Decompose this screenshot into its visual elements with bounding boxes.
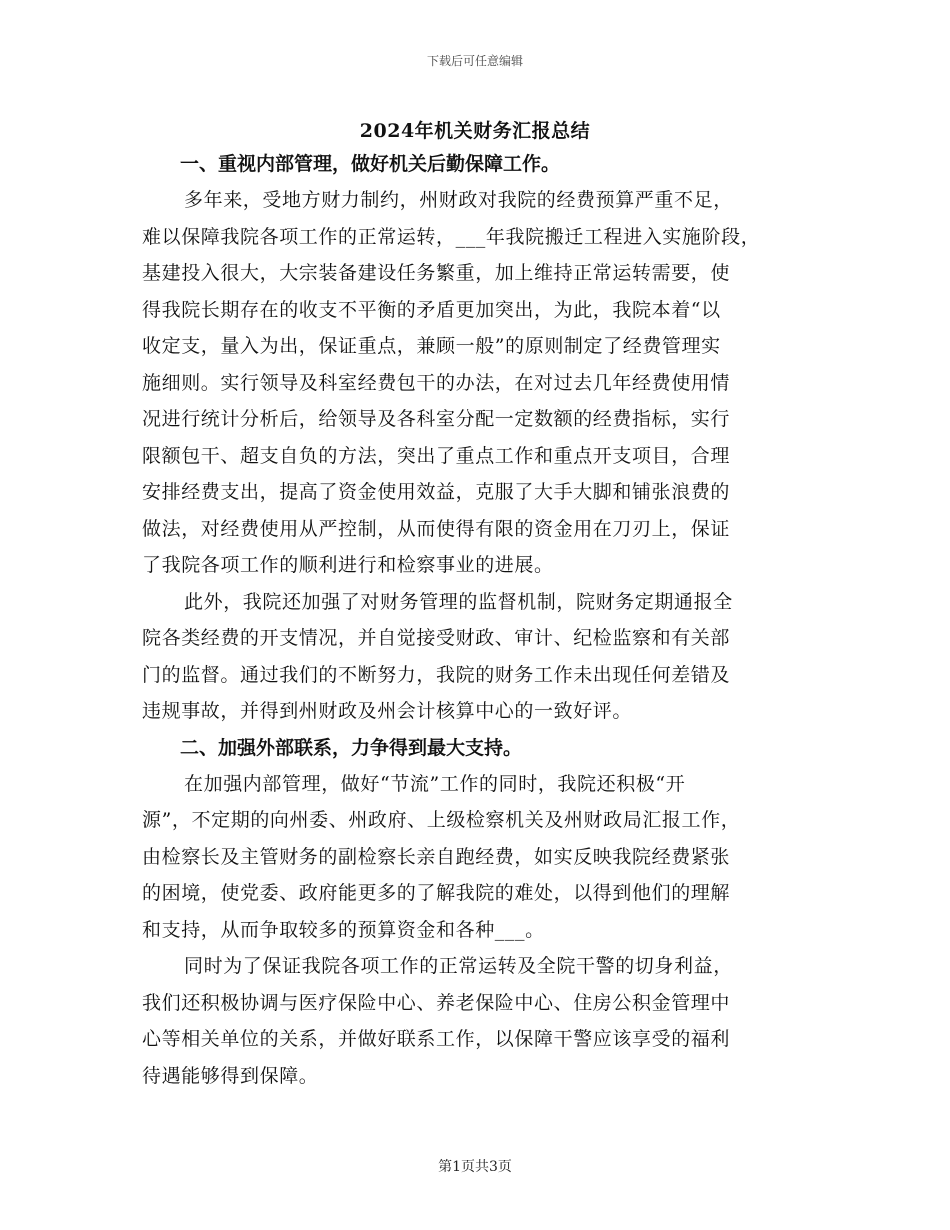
paragraph-line: 了我院各项工作的顺利进行和检察事业的进展。	[142, 554, 554, 576]
paragraph-line: 做法，对经费使用从严控制，从而使得有限的资金用在刀刃上，保证	[142, 517, 731, 540]
paragraph	[142, 948, 812, 1094]
paragraph-line: 此外，我院还加强了对财务管理的监督机制，院财务定期通报全	[184, 590, 733, 613]
paragraph-line: 违规事故，并得到州财政及州会计核算中心的一致好评。	[142, 700, 633, 722]
paragraph-line: 难以保障我院各项工作的正常运转，___年我院搬迁工程进入实施阶段，	[142, 225, 761, 248]
document-body	[142, 146, 812, 1094]
paragraph-line: 心等相关单位的关系，并做好联系工作，以保障干警应该享受的福利	[142, 1028, 731, 1050]
paragraph-line: 我们还积极协调与医疗保险中心、养老保险中心、住房公积金管理中	[142, 991, 731, 1014]
section-heading: 一、重视内部管理，做好机关后勤保障工作。	[180, 153, 561, 175]
paragraph	[142, 766, 812, 949]
paragraph-line: 多年来，受地方财力制约，州财政对我院的经费预算严重不足，	[184, 189, 733, 211]
section-2	[142, 730, 812, 1095]
paragraph-line: 收定支，量入为出，保证重点，兼顾一般”的原则制定了经费管理实	[142, 335, 721, 357]
page-header: 下载后可任意编辑	[426, 54, 523, 68]
paragraph-line: 同时为了保证我院各项工作的正常运转及全院干警的切身利益，	[184, 955, 733, 977]
page-footer: 第1页共3页	[438, 1159, 512, 1175]
document-title: 2024年机关财务汇报总结	[359, 120, 591, 142]
paragraph-line: 源”，不定期的向州委、州政府、上级检察机关及州财政局汇报工作，	[142, 809, 741, 831]
paragraph-line: 院各类经费的开支情况，并自觉接受财政、审计、纪检监察和有关部	[142, 627, 731, 649]
paragraph-line: 由检察长及主管财务的副检察长亲自跑经费，如实反映我院经费紧张	[142, 845, 731, 868]
paragraph-line: 得我院长期存在的收支不平衡的矛盾更加突出，为此，我院本着“以	[142, 298, 721, 321]
paragraph-line: 基建投入很大，大宗装备建设任务繁重，加上维持正常运转需要，使	[142, 262, 731, 284]
paragraph-line: 况进行统计分析后，给领导及各科室分配一定数额的经费指标，实行	[142, 408, 731, 430]
paragraph-line: 待遇能够得到保障。	[142, 1064, 319, 1087]
paragraph-line: 的困境，使党委、政府能更多的了解我院的难处，以得到他们的理解	[142, 882, 731, 904]
paragraph-line: 安排经费支出，提高了资金使用效益，克服了大手大脚和铺张浪费的	[142, 481, 731, 503]
paragraph-line: 门的监督。通过我们的不断努力，我院的财务工作未出现任何差错及	[142, 663, 731, 686]
paragraph	[142, 182, 812, 584]
section-heading: 二、加强外部联系，力争得到最大支持。	[180, 736, 523, 759]
paragraph-line: 限额包干、超支自负的方法，突出了重点工作和重点开支项目，合理	[142, 444, 731, 467]
paragraph	[142, 584, 812, 730]
section-1	[142, 146, 812, 730]
paragraph-line: 在加强内部管理，做好“节流”工作的同时，我院还积极“开	[184, 772, 686, 795]
paragraph-line: 施细则。实行领导及科室经费包干的办法，在对过去几年经费使用情	[142, 371, 731, 394]
paragraph-line: 和支持，从而争取较多的预算资金和各种___。	[142, 918, 545, 941]
